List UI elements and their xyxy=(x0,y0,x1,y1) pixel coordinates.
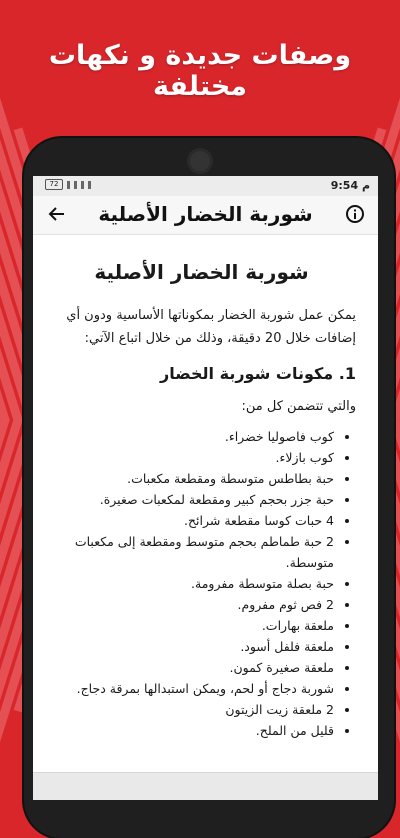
list-item: • كوب بازلاء. xyxy=(47,447,334,468)
phone-screen xyxy=(33,176,378,800)
list-item: • 4 حبات كوسا مقطعة شرائح. xyxy=(47,510,334,531)
phone-camera xyxy=(187,148,213,174)
list-item: • ملعقة بهارات. xyxy=(47,615,334,636)
info-icon xyxy=(345,204,365,224)
signal-icon xyxy=(67,181,70,189)
notification-icon xyxy=(81,181,84,189)
status-bar xyxy=(33,176,378,196)
article-content xyxy=(33,236,378,756)
section-heading: 1. مكونات شوربة الخضار xyxy=(160,364,356,383)
article-title: شوربة الخضار الأصلية xyxy=(94,260,309,284)
notification-icon xyxy=(88,181,91,189)
list-item: • 2 ملعقة زيت الزيتون xyxy=(47,699,334,720)
info-button[interactable] xyxy=(344,203,366,225)
list-item: • 2 فص ثوم مفروم. xyxy=(47,594,334,615)
status-time: 9:54 م xyxy=(330,179,370,192)
section-sub-intro: والتي تتضمن كل من: xyxy=(241,399,356,414)
list-item: • 2 حبة طماطم بحجم متوسط ومقطعة إلى مكعبات متوسطة. xyxy=(47,531,334,573)
list-item: • ملعقة فلفل أسود. xyxy=(47,636,334,657)
list-item: • شوربة دجاج أو لحم، ويمكن استبدالها بمرقة دجاج. xyxy=(47,678,334,699)
list-item: • كوب فاصوليا خضراء. xyxy=(47,426,334,447)
article-intro: يمكن عمل شوربة الخضار بمكوناتها الأساسية ودون أي إضافات خلال 20 دقيقة، وذلك من خلال اتباع الآتي: xyxy=(66,308,356,346)
status-icons xyxy=(45,179,91,190)
ingredients-list xyxy=(47,426,356,741)
list-item: • حبة بصلة متوسطة مفرومة. xyxy=(47,573,334,594)
bottom-bar xyxy=(33,772,378,800)
list-item: • حبة بطاطس متوسطة ومقطعة مكعبات. xyxy=(47,468,334,489)
list-item: • ملعقة صغيرة كمون. xyxy=(47,657,334,678)
signal-icon xyxy=(74,181,77,189)
promo-title: وصفات جديدة و نكهات مختلفة xyxy=(48,40,352,102)
list-item: • قليل من الملح. xyxy=(47,720,334,741)
battery-icon: 72 xyxy=(45,179,63,190)
app-bar xyxy=(33,196,378,235)
list-item: • حبة جزر بحجم كبير ومقطعة لمكعبات صغيرة. xyxy=(47,489,334,510)
app-bar-title: شوربة الخضار الأصلية xyxy=(98,202,313,226)
